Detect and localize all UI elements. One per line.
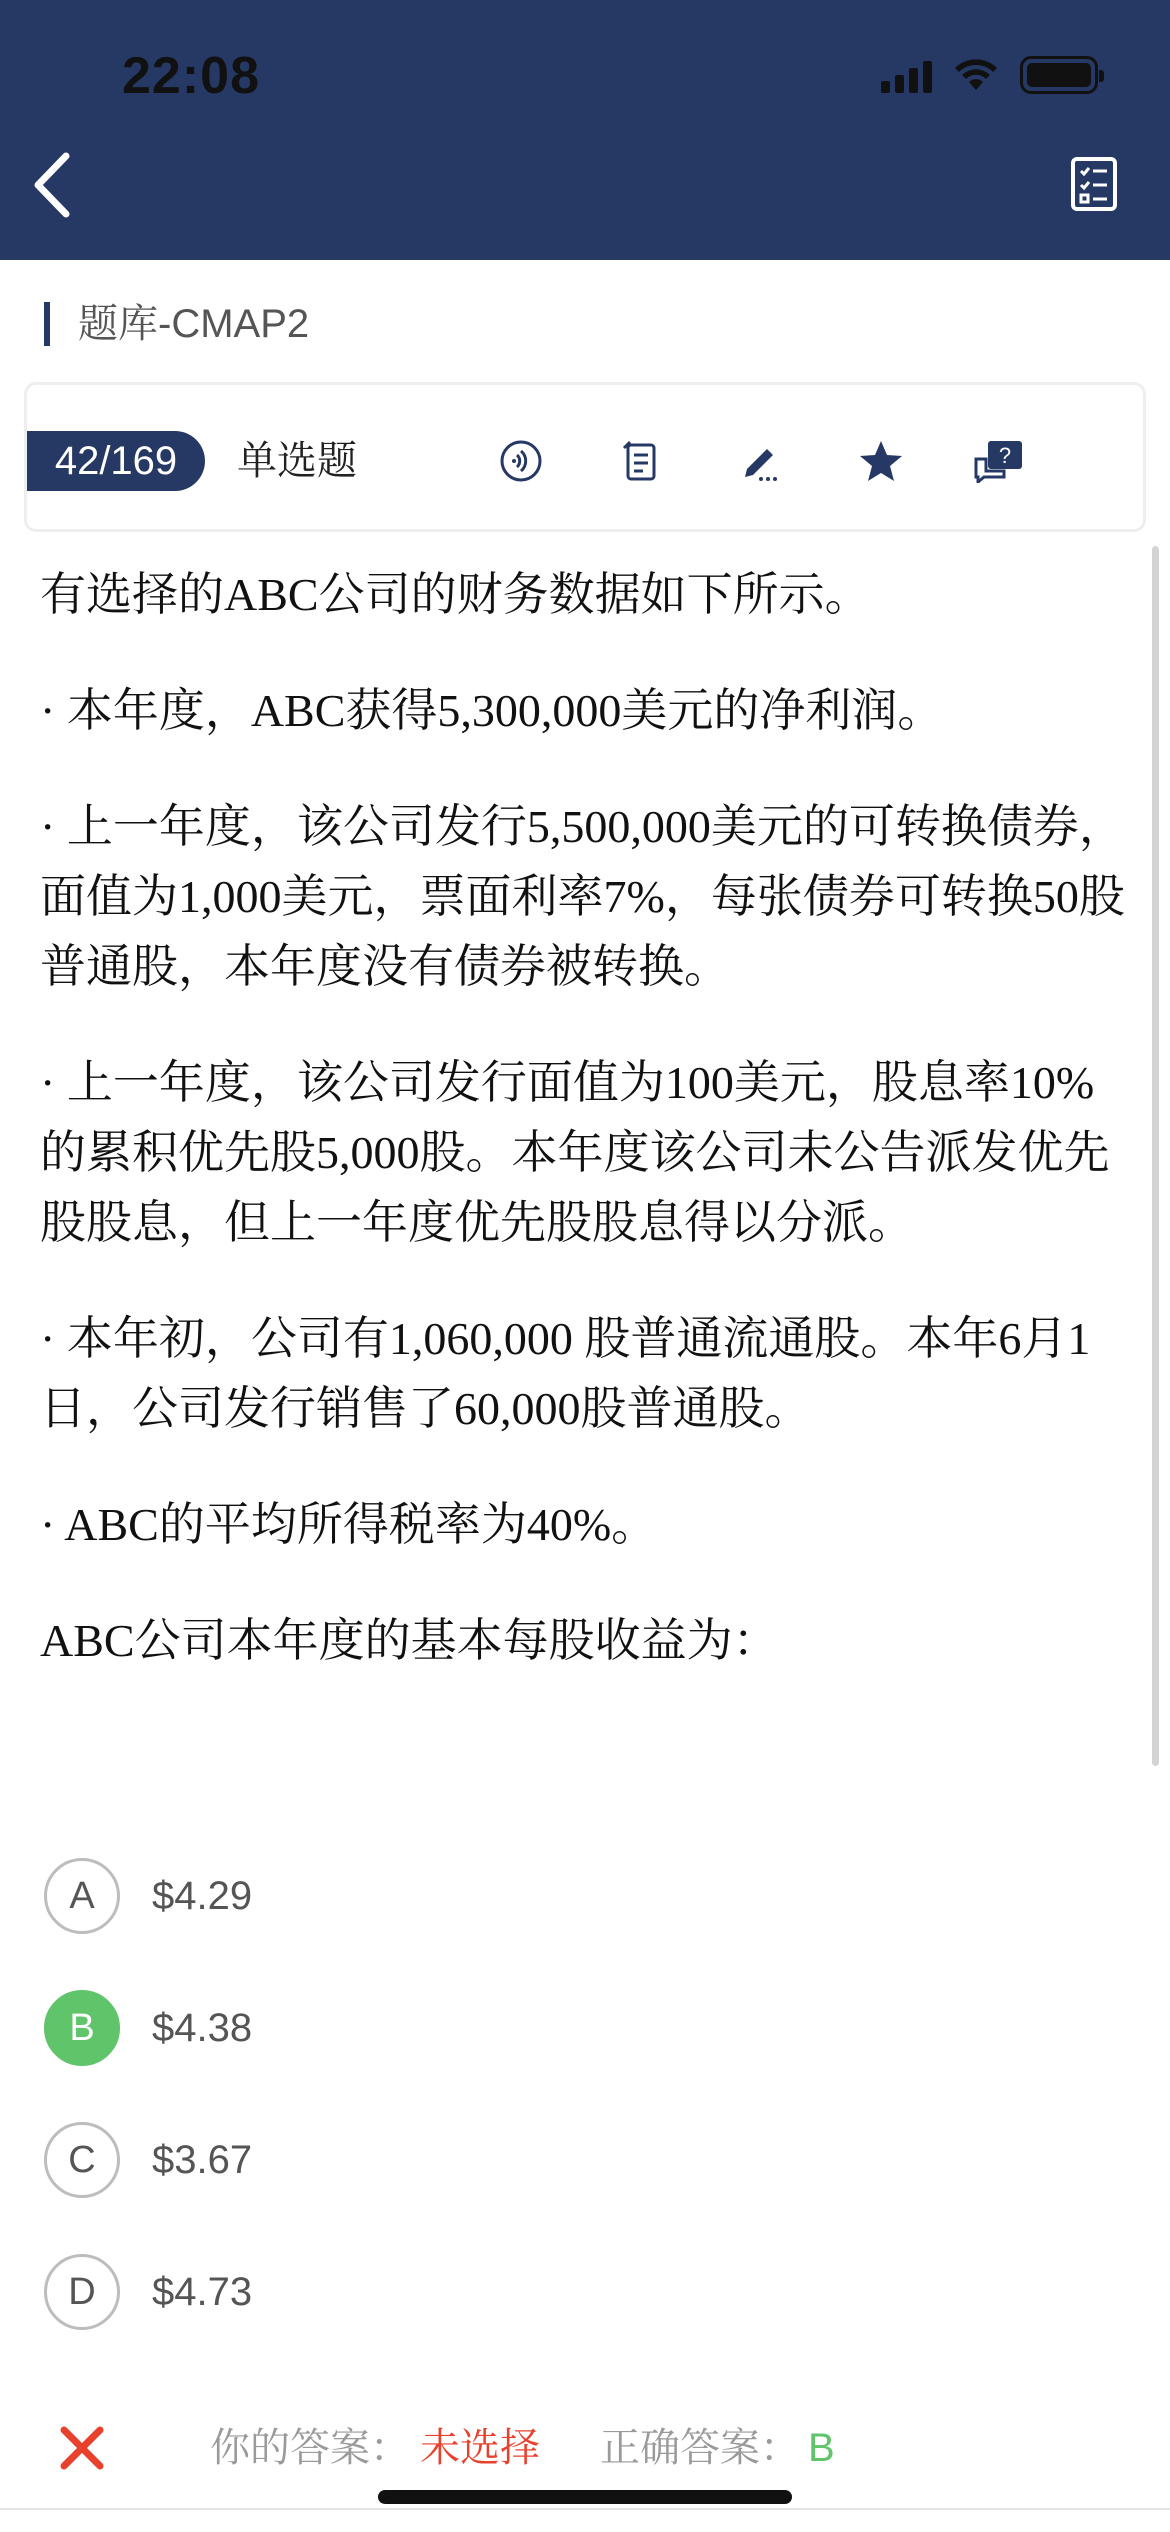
star-icon (858, 439, 904, 483)
audio-button[interactable] (491, 431, 551, 491)
option-text: $4.73 (152, 2269, 253, 2314)
question-feedback-icon (972, 439, 1026, 483)
question-paragraph: · 本年度，ABC获得5,300,000美元的净利润。 (40, 685, 944, 736)
your-answer-value: 未选择 (420, 2426, 540, 2470)
answer-sheet-button[interactable] (1070, 156, 1118, 212)
question-toolbar (24, 382, 1146, 532)
status-icons (881, 56, 1098, 94)
back-button[interactable] (26, 148, 86, 222)
option-letter: A (44, 1858, 120, 1934)
option-b[interactable] (44, 1990, 252, 2066)
app-header (0, 0, 1170, 260)
divider (0, 2508, 1170, 2510)
cellular-signal-icon (881, 57, 932, 93)
your-answer-label: 你的答案： (210, 2426, 410, 2470)
option-c[interactable] (44, 2122, 252, 2198)
question-counter: 42/169 (27, 431, 205, 491)
battery-icon (1020, 56, 1098, 94)
notes-button[interactable] (611, 431, 671, 491)
question-paragraph: · 上一年度，该公司发行面值为100美元，股息率10%的累积优先股5,000股。本年度该公司未公告派发优先股股息，但上一年度优先股股息得以分派。 (40, 1057, 1110, 1248)
answer-result (0, 2408, 1170, 2488)
correct-answer-value: B (808, 2426, 835, 2470)
option-text: $4.29 (152, 1873, 253, 1918)
checklist-icon (1070, 156, 1118, 212)
chevron-left-icon (26, 148, 86, 222)
question-prompt: ABC公司本年度的基本每股收益为： (40, 1615, 779, 1666)
favorite-button[interactable] (851, 431, 911, 491)
edit-icon (739, 439, 783, 483)
notes-icon (621, 439, 661, 483)
question-type: 单选题 (237, 439, 357, 483)
scrollbar[interactable] (1152, 546, 1159, 1766)
home-indicator[interactable] (378, 2490, 792, 2504)
question-paragraph: · 本年初，公司有1,060,000 股普通流通股。本年6月1日，公司发行销售了60,000股普通股。 (40, 1313, 1091, 1434)
option-text: $3.67 (152, 2137, 253, 2182)
question-bank-title: 题库-CMAP2 (44, 302, 309, 346)
status-time: 22:08 (122, 47, 260, 105)
option-letter: C (44, 2122, 120, 2198)
option-d[interactable] (44, 2254, 252, 2330)
edit-button[interactable] (731, 431, 791, 491)
question-paragraph: 有选择的ABC公司的财务数据如下所示。 (40, 569, 871, 620)
question-paragraph: · 上一年度，该公司发行5,500,000美元的可转换债券，面值为1,000美元，票面利率7%，每张债券可转换50股普通股，本年度没有债券被转换。 (40, 801, 1125, 992)
wrong-mark-icon (58, 2424, 106, 2472)
wifi-icon (954, 58, 998, 92)
audio-icon (499, 439, 543, 483)
option-letter-correct: B (44, 1990, 120, 2066)
option-text: $4.38 (152, 2005, 253, 2050)
question-body (40, 560, 1140, 1722)
correct-answer-label: 正确答案： (600, 2426, 800, 2470)
svg-text:?: ? (998, 443, 1012, 468)
option-letter: D (44, 2254, 120, 2330)
feedback-button[interactable] (969, 431, 1029, 491)
question-paragraph: · ABC的平均所得税率为40%。 (40, 1499, 658, 1550)
option-a[interactable] (44, 1858, 252, 1934)
